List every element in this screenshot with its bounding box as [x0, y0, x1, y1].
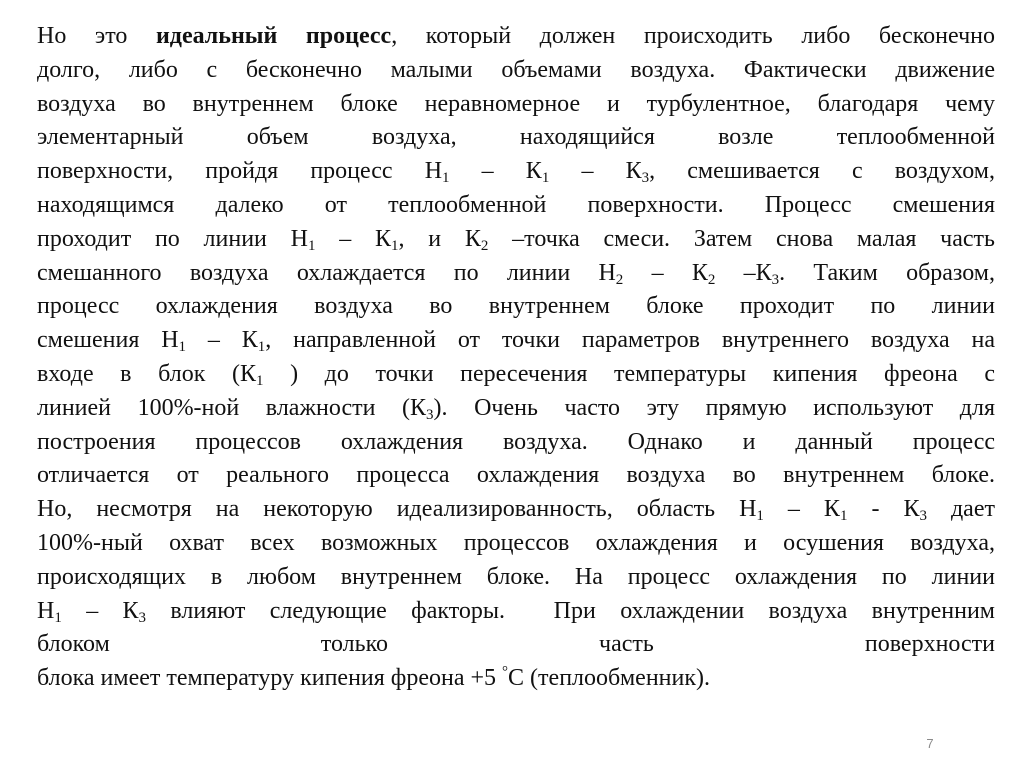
text-segment: . Таким образом,: [779, 259, 995, 286]
text-segment: отличается от реального процесса охлаждения воздуха во внутреннем блоке.: [37, 462, 995, 489]
text-segment: – К: [763, 496, 840, 523]
subscript: 1: [255, 372, 264, 389]
subscript: 1: [541, 170, 550, 187]
text-segment: воздуха во внутреннем блоке неравномерное и турбулентное, благодаря чему: [37, 90, 995, 117]
subscript: 2: [707, 271, 716, 288]
text-line: [37, 155, 995, 189]
text-segment: Н: [37, 597, 55, 624]
text-segment: смешения Н: [37, 327, 179, 354]
text-segment: – К: [549, 158, 642, 185]
subscript: 3: [771, 271, 780, 288]
text-line: [37, 595, 995, 629]
text-segment: , направленной от точки параметров внутреннего воздуха на: [265, 327, 995, 354]
text-line: [37, 493, 995, 527]
text-line: [37, 257, 995, 291]
subscript: 2: [480, 237, 489, 254]
subscript: 1: [54, 609, 62, 626]
body-text: [37, 20, 995, 696]
text-line: [37, 121, 995, 155]
text-line: [37, 392, 995, 426]
text-segment: проходит по линии Н: [37, 225, 308, 252]
text-segment: 100%-ный охват всех возможных процессов охлаждения и осушения воздуха,: [37, 529, 995, 556]
text-segment: ) до точки пересечения температуры кипения фреона с: [263, 360, 995, 387]
subscript: 1: [178, 339, 187, 356]
text-segment: влияют следующие факторы. При охлаждении воздуха внутренним: [146, 597, 995, 624]
text-segment: , и К: [398, 225, 481, 252]
subscript: 1: [307, 237, 316, 254]
subscript: 3: [138, 609, 147, 626]
degree-sign: °: [502, 664, 509, 681]
text-line: [37, 189, 995, 223]
text-line: [37, 290, 995, 324]
text-segment: происходящих в любом внутреннем блоке. На процесс охлаждения по линии: [37, 563, 995, 590]
text-segment: процесс охлаждения воздуха во внутреннем блоке проходит по линии: [37, 293, 995, 320]
subscript: 3: [426, 406, 434, 423]
text-segment: поверхности, пройдя процесс Н: [37, 158, 443, 185]
text-line: [37, 324, 995, 358]
text-line: [37, 527, 995, 561]
text-segment: С (теплообменник).: [508, 665, 711, 692]
text-segment: построения процессов охлаждения воздуха. Однако и данный процесс: [37, 428, 995, 455]
text-segment: – К: [315, 225, 392, 252]
page-number: 7: [926, 736, 934, 751]
subscript: 1: [839, 508, 848, 525]
subscript: 1: [257, 339, 266, 356]
bold-term: идеальный процесс: [155, 23, 392, 49]
text-segment: долго, либо с бесконечно малыми объемами воздуха. Фактически движение: [37, 56, 995, 83]
text-segment: –К: [715, 259, 772, 286]
text-line: [37, 54, 995, 88]
subscript: 3: [641, 170, 650, 187]
subscript: 1: [442, 170, 450, 187]
text-segment: смешанного воздуха охлаждается по линии Н: [37, 259, 616, 286]
text-segment: –точка смеси. Затем снова малая часть: [488, 225, 995, 252]
text-segment: Но, несмотря на некоторую идеализированность, область Н: [37, 496, 757, 523]
text-segment: ). Очень часто эту прямую используют для: [433, 394, 995, 421]
subscript: 3: [919, 508, 927, 525]
subscript: 2: [615, 271, 624, 288]
subscript: 1: [391, 237, 399, 254]
text-segment: – К: [186, 327, 258, 354]
text-segment: линией 100%-ной влажности (К: [37, 394, 427, 421]
text-line: [37, 358, 995, 392]
text-segment: – К: [61, 597, 139, 624]
text-segment: – К: [449, 158, 542, 185]
text-segment: входе в блок (К: [37, 360, 256, 387]
text-segment: , который должен происходить либо бесконечно: [391, 23, 995, 49]
text-segment: Но это: [37, 23, 156, 49]
text-line: [37, 426, 995, 460]
text-segment: элементарный объем воздуха, находящийся возле теплообменной: [37, 124, 995, 151]
text-segment: , смешивается с воздухом,: [649, 158, 995, 185]
text-line: [37, 662, 995, 696]
text-segment: блоком только часть поверхности: [37, 631, 995, 658]
text-segment: блока имеет температуру кипения фреона +5: [37, 665, 503, 692]
text-segment: находящимся далеко от теплообменной поверхности. Процесс смешения: [37, 191, 995, 218]
text-segment: - К: [847, 496, 920, 523]
text-line: [37, 561, 995, 595]
text-line: [37, 20, 995, 54]
text-line: [37, 459, 995, 493]
text-line: [37, 223, 995, 257]
text-segment: дает: [926, 496, 995, 523]
text-line: [37, 88, 995, 122]
subscript: 1: [756, 508, 764, 525]
text-line: [37, 628, 995, 662]
text-segment: – К: [623, 259, 708, 286]
